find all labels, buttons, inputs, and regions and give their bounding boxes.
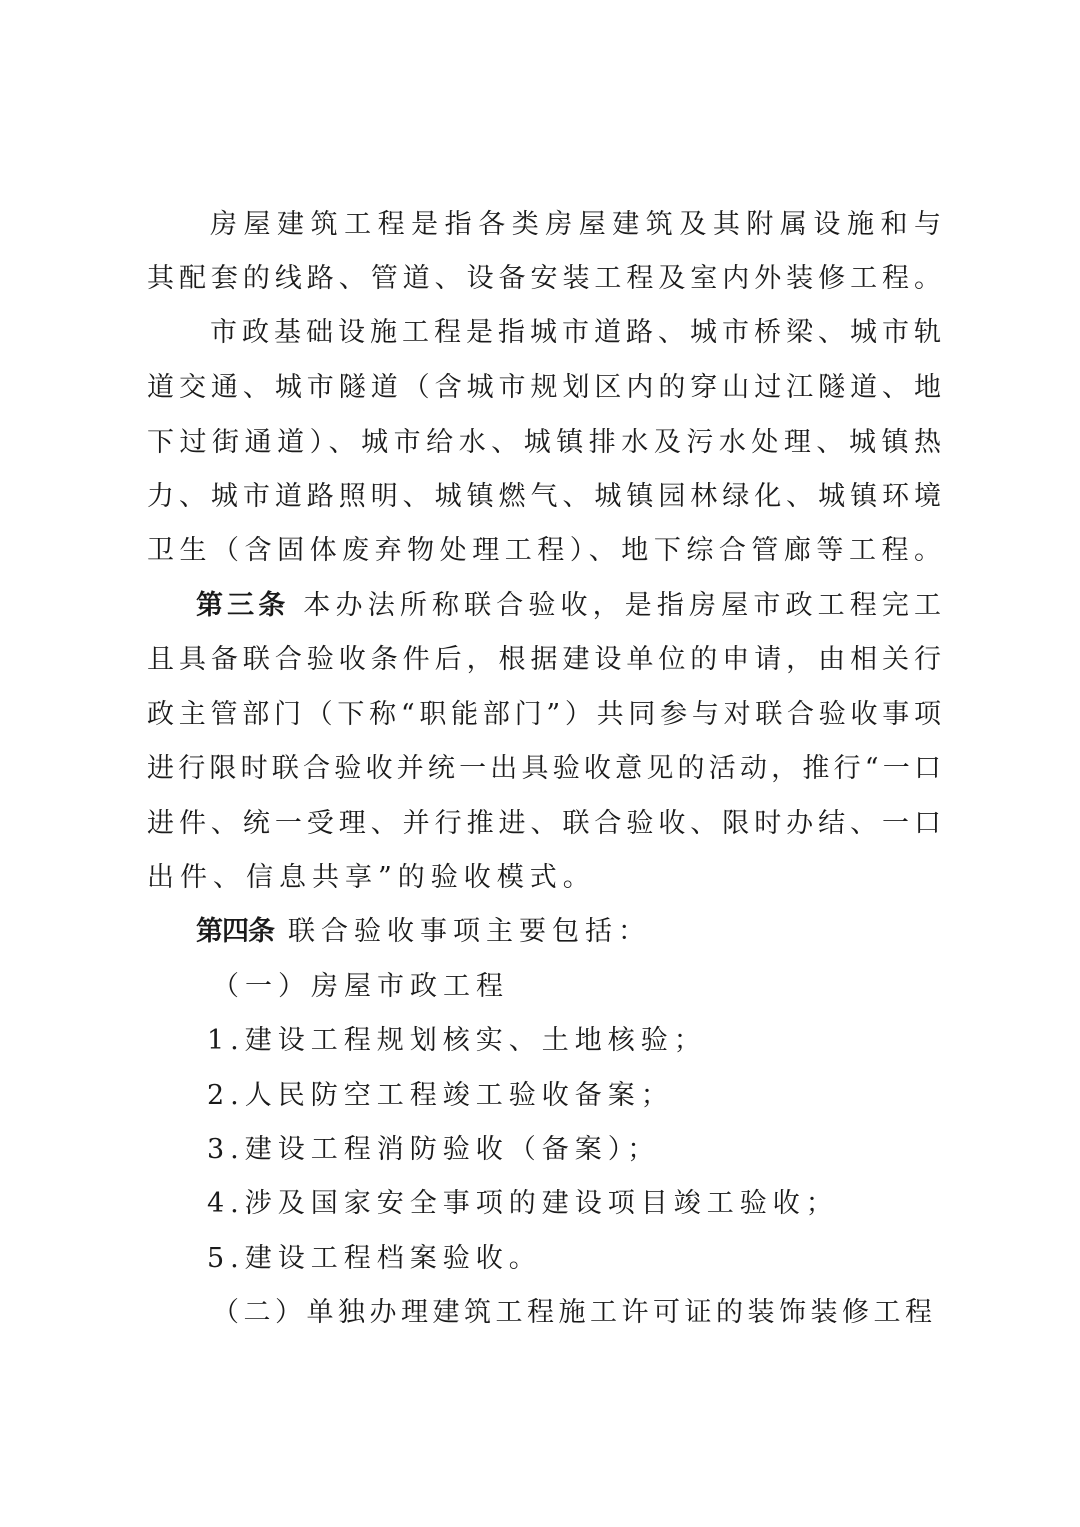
paragraph-2-line-4: 力、城市道路照明、城镇燃气、城镇园林绿化、城镇环境 [147, 481, 941, 512]
article-3-heading: 第三条 [196, 590, 290, 621]
article-4-text: 联合验收事项主要包括： [288, 916, 651, 947]
article-3-line-3: 政主管部门（下称“职能部门”）共同参与对联合验收事项 [147, 699, 941, 730]
section-2-label: （二）单独办理建筑工程施工许可证的装饰装修工程 [212, 1297, 932, 1328]
section-1-item-4: 4.涉及国家安全事项的建设项目竣工验收； [207, 1188, 839, 1219]
section-1-item-5: 5.建设工程档案验收。 [207, 1243, 542, 1274]
paragraph-2-line-1: 市政基础设施工程是指城市道路、城市桥梁、城市轨 [210, 317, 941, 348]
article-3-line-5: 进件、统一受理、并行推进、联合验收、限时办结、一口 [147, 808, 941, 839]
paragraph-1-line-2: 其配套的线路、管道、设备安装工程及室内外装修工程。 [147, 263, 941, 294]
paragraph-2-line-3: 下过街通道）、城市给水、城镇排水及污水处理、城镇热 [147, 427, 941, 458]
section-1-item-1: 1.建设工程规划核实、土地核验； [207, 1025, 707, 1056]
article-4-heading: 第四条 [196, 916, 274, 947]
section-1-item-3: 3.建设工程消防验收（备案）； [207, 1134, 661, 1165]
article-3-line-2: 且具备联合验收条件后，根据建设单位的申请，由相关行 [147, 644, 941, 675]
paragraph-2-line-5: 卫生（含固体废弃物处理工程）、地下综合管廊等工程。 [147, 535, 941, 566]
paragraph-1-line-1: 房屋建筑工程是指各类房屋建筑及其附属设施和与 [210, 209, 941, 240]
article-3-line-4: 进行限时联合验收并统一出具验收意见的活动，推行“一口 [147, 753, 941, 784]
article-4-line-1 [196, 912, 990, 952]
section-1-label: （一）房屋市政工程 [212, 971, 509, 1002]
article-3-line-1 [196, 586, 941, 626]
section-1-item-2: 2.人民防空工程竣工验收备案； [207, 1080, 674, 1111]
article-3-line-6: 出件、信息共享”的验收模式。 [147, 862, 596, 893]
paragraph-2-line-2: 道交通、城市隧道（含城市规划区内的穿山过江隧道、地 [147, 372, 941, 403]
article-3-text: 本办法所称联合验收，是指房屋市政工程完工 [303, 590, 942, 621]
